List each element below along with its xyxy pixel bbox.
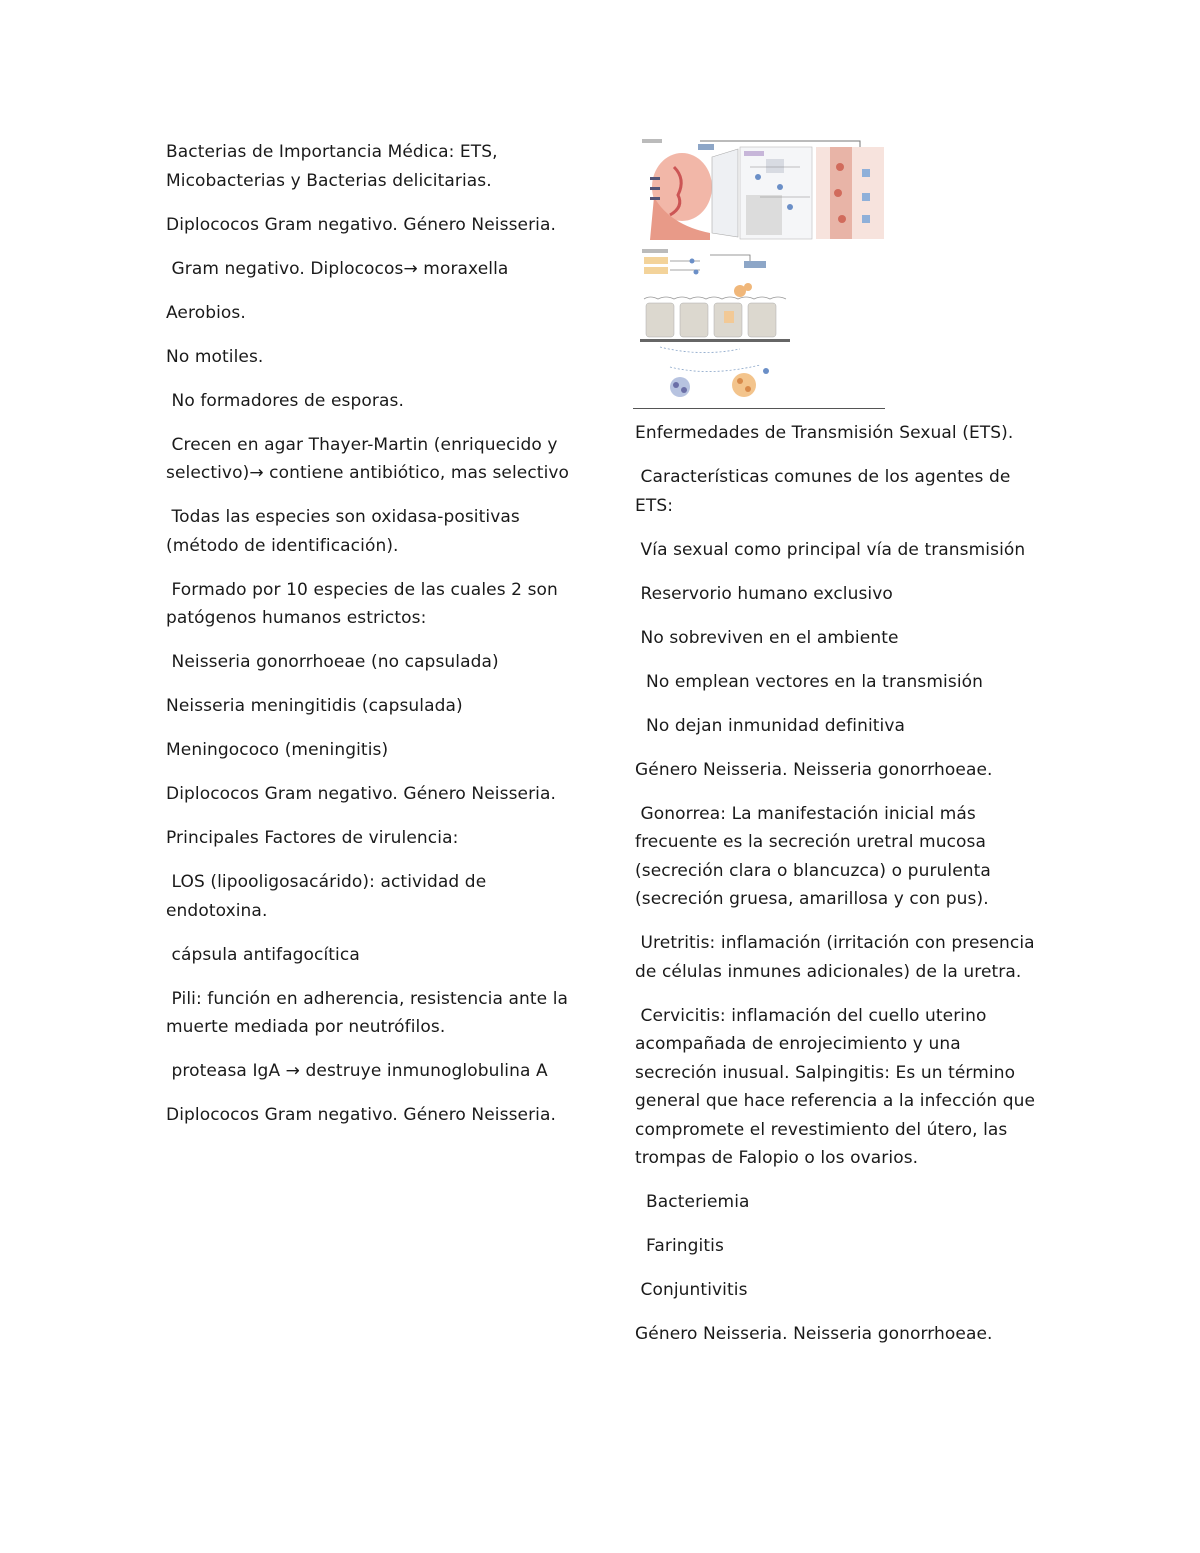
paragraph: Todas las especies son oxidasa-positivas (método de identificación). — [166, 507, 526, 556]
paragraph: Principales Factores de virulencia: — [166, 828, 459, 848]
paragraph: Diplococos Gram negativo. Género Neisseria. — [166, 1105, 557, 1125]
paragraph: Neisseria meningitidis (capsulada) — [166, 696, 463, 716]
paragraph: LOS (lipooligosacárido): actividad de endotoxina. — [166, 872, 492, 921]
section-heading: Enfermedades de Transmisión Sexual (ETS). — [635, 423, 1014, 443]
paragraph: Neisseria gonorrhoeae (no capsulada) — [166, 652, 499, 672]
paragraph: Características comunes de los agentes de ETS: — [635, 467, 1016, 516]
paragraph: Reservorio humano exclusivo — [635, 583, 893, 604]
paragraph: No sobreviven en el ambiente — [635, 627, 899, 648]
paragraph: Diplococos Gram negativo. Género Neisseria. — [166, 214, 557, 235]
paragraph: Formado por 10 especies de las cuales 2 son patógenos humanos estrictos: — [166, 579, 564, 628]
paragraph: Cervicitis: inflamación del cuello uterino acompañada de enrojecimiento y una secreción inusual. Salpingitis: Es un término general que hace referencia a la infección que compromete el revestimiento del útero, las trompas de Falopio o los ovarios. — [635, 1005, 1041, 1168]
left-column — [166, 138, 586, 1145]
pathogenesis-diagram-nasopharynx-icon — [640, 137, 888, 240]
figure-block — [635, 137, 1045, 419]
paragraph: Pili: función en adherencia, resistencia ante la muerte mediada por neutrófilos. — [166, 988, 574, 1037]
paragraph: Bacteriemia — [635, 1192, 750, 1212]
paragraph: Género Neisseria. Neisseria gonorrhoeae. — [635, 759, 993, 780]
right-column — [635, 138, 1045, 1364]
paragraph: Meningococo (meningitis) — [166, 740, 389, 760]
paragraph: Uretritis: inflamación (irritación con presencia de células inmunes adicionales) de la uretra. — [635, 933, 1041, 982]
paragraph: cápsula antifagocítica — [166, 944, 360, 965]
paragraph: Conjuntivitis — [635, 1280, 748, 1300]
paragraph: proteasa IgA → destruye inmunoglobulina A — [166, 1061, 548, 1081]
paragraph: Vía sexual como principal vía de transmisión — [635, 539, 1026, 560]
paragraph: No emplean vectores en la transmisión — [635, 671, 984, 692]
paragraph: Gram negativo. Diplococos→ moraxella — [166, 258, 509, 279]
paragraph: Faringitis — [635, 1236, 724, 1256]
paragraph: Aerobios. — [166, 302, 246, 323]
paragraph: No formadores de esporas. — [166, 390, 404, 411]
paragraph: No motiles. — [166, 346, 264, 367]
paragraph: Diplococos Gram negativo. Género Neisseria. — [166, 784, 557, 804]
paragraph: No dejan inmunidad definitiva — [635, 715, 906, 736]
document-title: Bacterias de Importancia Médica: ETS, Micobacterias y Bacterias delicitarias. — [166, 142, 504, 191]
paragraph: Crecen en agar Thayer-Martin (enriquecido y selectivo)→ contiene antibiótico, mas selectivo — [166, 434, 570, 483]
pathogenesis-diagram-epithelium-icon — [640, 247, 790, 407]
paragraph: Gonorrea: La manifestación inicial más frecuente es la secreción uretral mucosa (secreción clara o blancuzca) o purulenta (secreción gruesa, amarillosa y con pus). — [635, 803, 997, 909]
paragraph: Género Neisseria. Neisseria gonorrhoeae. — [635, 1324, 993, 1344]
figure-divider — [633, 408, 885, 409]
